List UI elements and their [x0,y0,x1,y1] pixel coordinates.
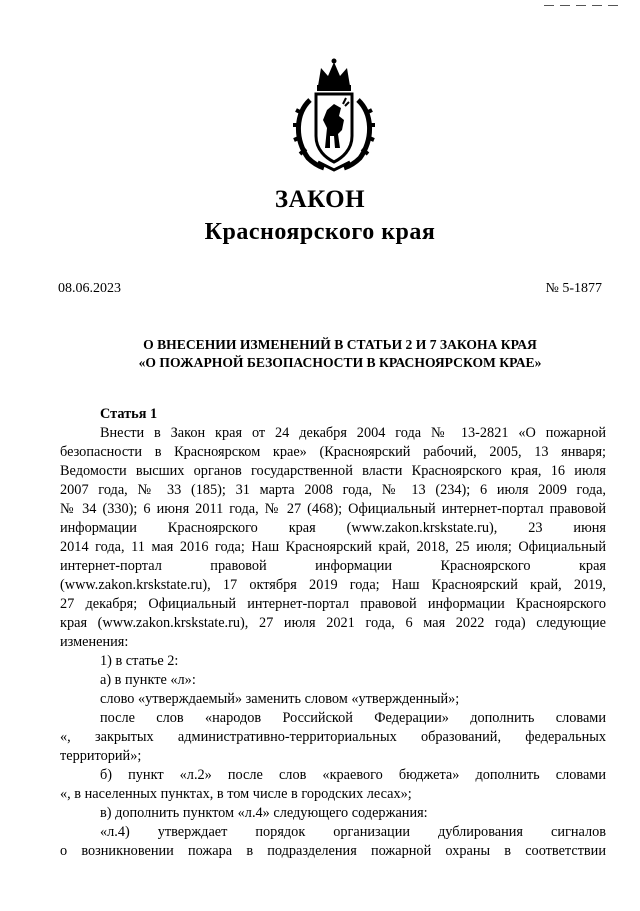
text-line: территорий»; [60,748,142,764]
text-line: 27 декабря; Официальный интернет-портал правовой информации Красноярского [60,596,606,612]
text-line: «, закрытых административно-территориальных образований, федеральных [60,729,606,745]
text-line: 2007 года, № 33 (185); 31 марта 2008 года, № 13 (234); 6 июля 2009 года, [60,482,606,498]
scan-artifact [544,5,618,6]
text-line: Внести в Закон края от 24 декабря 2004 года № 13-2821 «О пожарной [100,425,606,441]
coat-of-arms-icon [288,58,380,172]
article-title: Статья 1 [100,406,158,422]
text-line: «л.4) утверждает порядок организации дублирования сигналов [100,824,606,840]
document-date: 08.06.2023 [58,281,121,296]
text-line: «, в населенных пунктах, в том числе в городских лесах»; [60,786,412,802]
text-line: б) пункт «л.2» после слов «краевого бюджета» дополнить словами [100,767,606,783]
document-number: № 5-1877 [545,281,602,296]
text-line: а) в пункте «л»: [100,672,196,688]
text-line: слово «утверждаемый» заменить словом «утвержденный»; [100,691,460,707]
heading-line: О ВНЕСЕНИИ ИЗМЕНЕНИЙ В СТАТЬИ 2 И 7 ЗАКОНА КРАЯ [143,337,537,352]
document-meta [58,281,602,297]
law-heading [60,336,620,372]
text-line: края (www.zakon.krskstate.ru), 27 июля 2021 года, 6 мая 2022 года) следующие [60,615,606,631]
document-type-title: ЗАКОН [274,186,366,213]
text-line: № 34 (330); 6 июня 2011 года, № 27 (468); Официальный интернет-портал правовой [60,501,606,517]
heading-line: «О ПОЖАРНОЙ БЕЗОПАСНОСТИ В КРАСНОЯРСКОМ КРАЕ» [138,355,542,370]
text-line: в) дополнить пунктом «л.4» следующего содержания: [100,805,428,821]
text-line: (www.zakon.krskstate.ru), 17 октября 2019 года; Наш Красноярский край, 2019, [60,577,606,593]
region-title: Красноярского края [204,219,436,245]
text-line: информации Красноярского края (www.zakon.krskstate.ru), 23 июня [60,520,606,536]
text-line: интернет-портал правовой информации Красноярского края [60,558,606,574]
text-line: 1) в статье 2: [100,653,179,669]
text-line: изменения: [60,634,129,650]
text-line: 2014 года, 11 мая 2016 года; Наш Красноярский край, 2018, 25 июля; Официальный [60,539,606,555]
article-body [60,405,606,861]
text-line: Ведомости высших органов государственной власти Красноярского края, 16 июля [60,463,606,479]
text-line: после слов «народов Российской Федерации» дополнить словами [100,710,606,726]
text-line: безопасности в Красноярском крае» (Красноярский рабочий, 2005, 13 января; [60,444,606,460]
text-line: о возникновении пожара в подразделения пожарной охраны в соответствии [60,843,606,859]
